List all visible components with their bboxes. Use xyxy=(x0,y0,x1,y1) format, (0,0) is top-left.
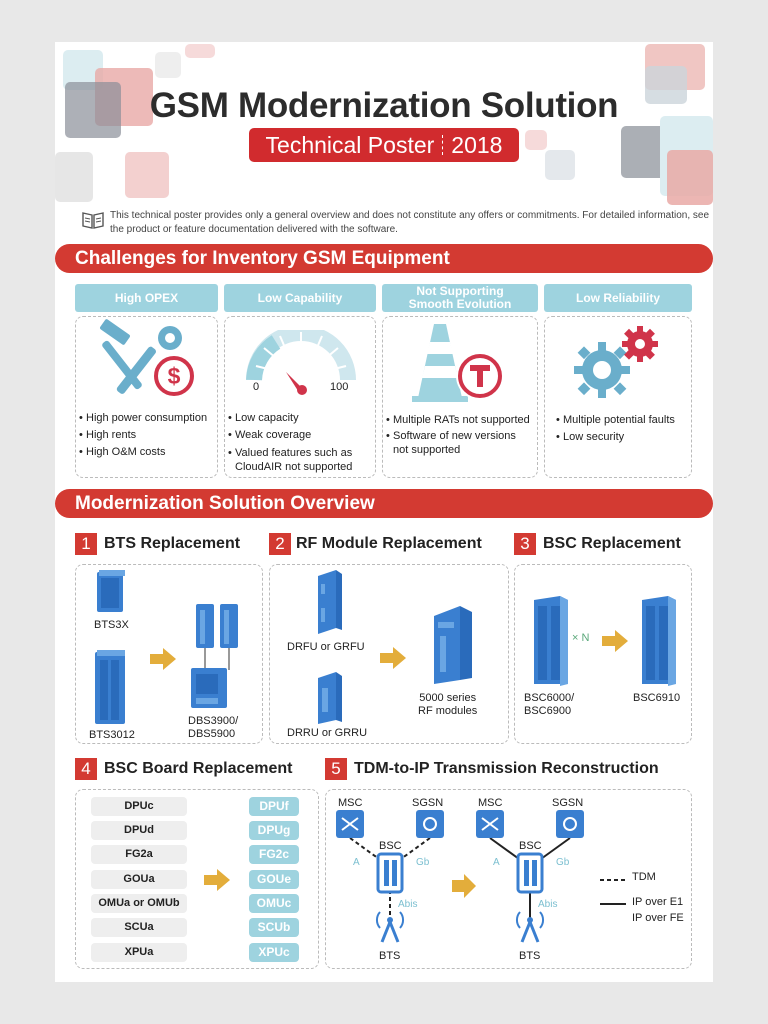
bsc-label: BSC xyxy=(519,840,542,852)
sgsn-label: SGSN xyxy=(412,797,444,809)
dbs-label xyxy=(188,715,238,741)
board-new-item: GOUe xyxy=(249,870,299,889)
gauge-min-label: 0 xyxy=(253,381,260,393)
section-number-badge: 2 xyxy=(269,533,291,555)
challenge-head-evolution-line2: Smooth Evolution xyxy=(408,297,512,311)
board-old-item: GOUa xyxy=(91,870,187,889)
board-old-item: DPUd xyxy=(91,821,187,840)
board-old-item: SCUa xyxy=(91,918,187,937)
a-interface-label: A xyxy=(493,857,500,868)
arrow-right-icon xyxy=(204,869,230,891)
bsc6000-label xyxy=(524,692,574,718)
bts3x-label: BTS3X xyxy=(94,619,129,631)
sgsn-label: SGSN xyxy=(552,797,584,809)
challenge-head-opex: High OPEX xyxy=(75,284,218,312)
challenges-section-title: Challenges for Inventory GSM Equipment xyxy=(55,244,713,273)
bts3012-label: BTS3012 xyxy=(89,729,135,741)
rf-5000-label-line1: 5000 series xyxy=(419,692,477,704)
list-item: • Weak coverage xyxy=(228,427,372,444)
abis-interface-label: Abis xyxy=(538,899,558,910)
drru-module-icon xyxy=(312,670,344,726)
overview-section-title: Modernization Solution Overview xyxy=(55,489,713,518)
bts3x-cabinet-icon xyxy=(94,568,128,616)
tools-dollar-icon xyxy=(96,318,200,402)
legend-ip-e1: IP over E1 xyxy=(632,896,684,908)
legend-ip-fe: IP over FE xyxy=(632,912,684,924)
book-icon xyxy=(82,211,104,229)
subtitle-separator xyxy=(442,135,443,155)
list-item: • Valued features such as CloudAIR not supported xyxy=(228,444,372,474)
board-new-item: SCUb xyxy=(249,918,299,937)
a-interface-label: A xyxy=(353,857,360,868)
section-title-rf: RF Module Replacement xyxy=(296,535,482,552)
gears-icon xyxy=(570,324,666,400)
board-new-item: DPUf xyxy=(249,797,299,816)
bsc6910-cabinet-icon xyxy=(638,594,680,688)
section-number-badge: 4 xyxy=(75,758,97,780)
board-old-item: FG2a xyxy=(91,845,187,864)
board-new-item: FG2c xyxy=(249,845,299,864)
board-new-item: OMUc xyxy=(249,894,299,913)
gb-interface-label: Gb xyxy=(556,857,570,868)
rf-module-5000-icon xyxy=(430,602,476,686)
list-item: • High power consumption xyxy=(79,410,219,427)
svg-text:$: $ xyxy=(167,363,181,389)
challenge-head-capability: Low Capability xyxy=(224,284,376,312)
page-title: GSM Modernization Solution xyxy=(149,86,619,125)
bsc6000-cabinet-icon xyxy=(530,594,572,688)
arrow-right-icon xyxy=(602,630,628,652)
challenge-list-evolution xyxy=(386,412,536,457)
dbs-system-icon xyxy=(188,600,246,712)
board-new-item: XPUc xyxy=(249,943,299,962)
bts-label: BTS xyxy=(519,950,541,962)
section-number-badge: 1 xyxy=(75,533,97,555)
decor-square xyxy=(185,44,215,58)
decor-square xyxy=(125,152,169,198)
section-title-bsc: BSC Replacement xyxy=(543,535,681,552)
bsc6000-label-line1: BSC6000/ xyxy=(524,692,575,704)
decor-square xyxy=(155,52,181,78)
challenge-head-reliability: Low Reliability xyxy=(544,284,692,312)
bsc-multiplier: × N xyxy=(572,632,590,644)
drru-label: DRRU or GRRU xyxy=(287,727,368,739)
decor-square xyxy=(545,150,575,180)
challenge-list-capability xyxy=(228,410,372,474)
section-number-badge: 3 xyxy=(514,533,536,555)
list-item: • High O&M costs xyxy=(79,444,219,461)
disclaimer-text: This technical poster provides only a general overview and does not constitute any offers or commitments. For detailed information, see the product or feature documentation delivered with the software. xyxy=(110,210,710,235)
list-item: • Low capacity xyxy=(228,410,372,427)
arrow-right-icon xyxy=(150,648,176,670)
tdm-network-left xyxy=(336,810,444,942)
rf-5000-label-line2: RF modules xyxy=(418,705,478,717)
gauge-max-label: 100 xyxy=(330,381,349,393)
dbs-label-line1: DBS3900/ xyxy=(188,715,239,727)
section-title-bts: BTS Replacement xyxy=(104,535,241,552)
challenge-head-evolution xyxy=(382,284,538,312)
list-item: • Software of new versions not supported xyxy=(386,429,526,457)
dbs-label-line2: DBS5900 xyxy=(188,728,236,740)
bts3012-cabinet-icon xyxy=(92,648,130,728)
bsc6910-label: BSC6910 xyxy=(633,692,681,704)
decor-square xyxy=(525,130,547,150)
bts-label: BTS xyxy=(379,950,401,962)
board-old-item: OMUa or OMUb xyxy=(91,894,187,913)
traffic-cone-icon xyxy=(408,320,508,404)
msc-label: MSC xyxy=(338,797,363,809)
ip-network-right xyxy=(476,810,584,942)
drfu-label: DRFU or GRFU xyxy=(287,641,365,653)
board-new-item: DPUg xyxy=(249,821,299,840)
challenge-list-reliability xyxy=(556,412,690,446)
abis-interface-label: Abis xyxy=(398,899,418,910)
challenge-head-evolution-line1: Not Supporting xyxy=(416,284,504,298)
subtitle-text: Technical Poster xyxy=(265,131,435,158)
board-old-item: XPUa xyxy=(91,943,187,962)
section-title-tdm: TDM-to-IP Transmission Reconstruction xyxy=(354,760,659,777)
list-item: • Low security xyxy=(556,429,690,446)
challenge-list-opex xyxy=(79,410,219,461)
decor-square xyxy=(667,150,713,205)
msc-label: MSC xyxy=(478,797,503,809)
subtitle-year: 2018 xyxy=(451,131,503,158)
arrow-right-icon xyxy=(380,647,406,669)
legend-tdm: TDM xyxy=(632,871,656,883)
decor-square xyxy=(55,152,93,202)
subtitle-badge xyxy=(249,128,519,162)
section-number-badge: 5 xyxy=(325,758,347,780)
drfu-module-icon xyxy=(310,568,344,636)
gb-interface-label: Gb xyxy=(416,857,430,868)
board-old-item: DPUc xyxy=(91,797,187,816)
section-title-board: BSC Board Replacement xyxy=(104,760,293,777)
rf-5000-label xyxy=(418,692,477,718)
bsc-label: BSC xyxy=(379,840,402,852)
list-item: • Multiple RATs not supported xyxy=(386,412,536,429)
bsc6000-label-line2: BSC6900 xyxy=(524,705,572,717)
list-item: • Multiple potential faults xyxy=(556,412,690,429)
list-item: • High rents xyxy=(79,427,219,444)
